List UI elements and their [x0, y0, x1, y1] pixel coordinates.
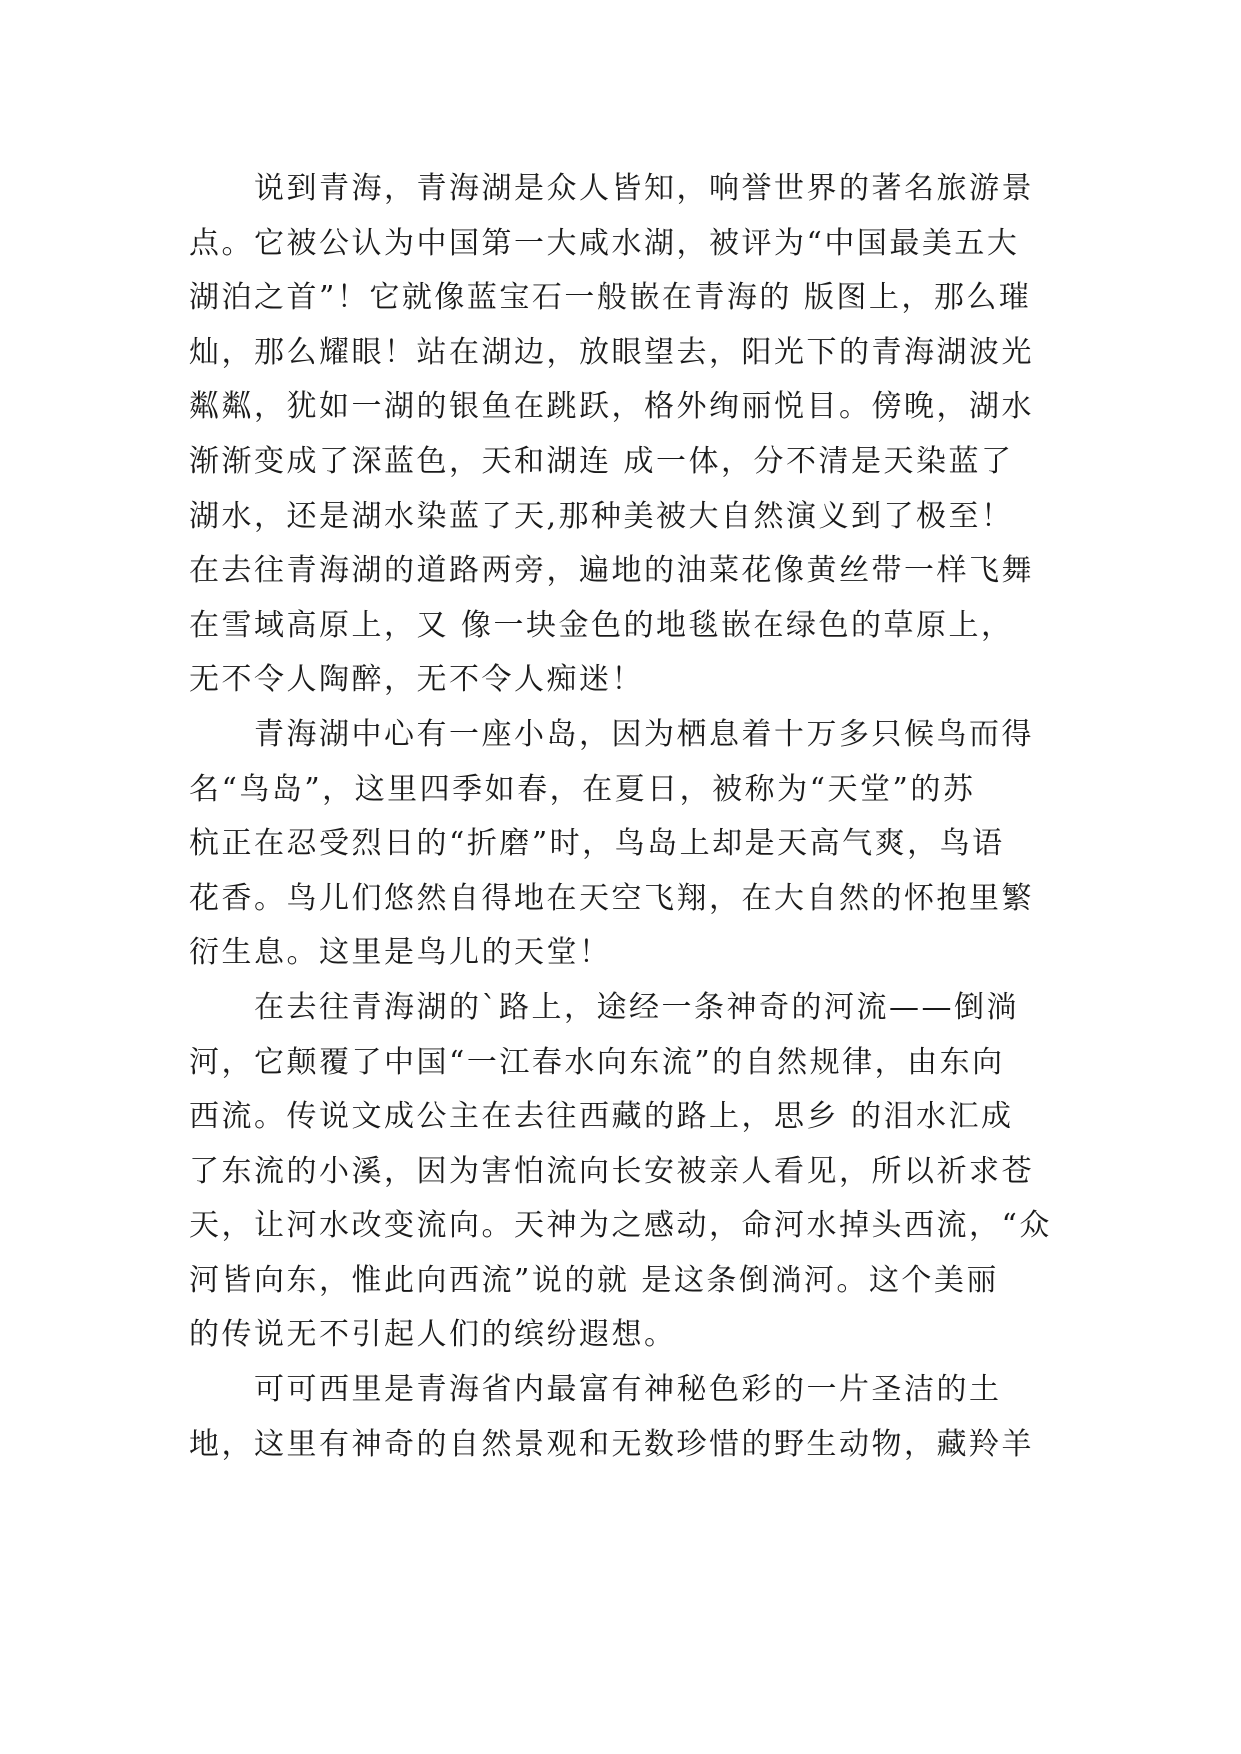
text-line: 湖水，还是湖水染蓝了天,那种美被大自然演义到了极至！ — [189, 498, 1014, 534]
text-line: 可可西里是青海省内最富有神秘色彩的一片圣洁的土 — [189, 1372, 1002, 1408]
paragraph-4 — [189, 1363, 1059, 1472]
text-line: 河，它颠覆了中国“一江春水向东流”的自然规律，由东向 — [189, 1044, 1005, 1080]
text-line: 点。它被公认为中国第一大咸水湖，被评为“中国最美五大 — [189, 225, 1020, 261]
text-line: 灿，那么耀眼！站在湖边，放眼望去，阳光下的青海湖波光 — [189, 334, 1034, 370]
text-line: 了东流的小溪，因为害怕流向长安被亲人看见，所以祈求苍 — [189, 1153, 1034, 1189]
text-line: 地，这里有神奇的自然景观和无数珍惜的野生动物，藏羚羊 — [189, 1426, 1034, 1462]
paragraph-3 — [189, 981, 1059, 1363]
text-line: 的传说无不引起人们的缤纷遐想。 — [189, 1317, 677, 1353]
text-line: 花香。鸟儿们悠然自得地在天空飞翔，在大自然的怀抱里繁 — [189, 880, 1034, 916]
text-line: 说到青海，青海湖是众人皆知，响誉世界的著名旅游景 — [189, 171, 1034, 206]
text-line: 西流。传说文成公主在去往西藏的路上，思乡 的泪水汇成 — [189, 1099, 1014, 1135]
text-line: 渐渐变成了深蓝色，天和湖连 成一体，分不清是天染蓝了 — [189, 443, 1014, 479]
text-line: 在雪域高原上，又 像一块金色的地毯嵌在绿色的草原上， — [189, 607, 1014, 643]
document-body — [189, 162, 1059, 1472]
text-line: 粼粼，犹如一湖的银鱼在跳跃，格外绚丽悦目。傍晚，湖水 — [189, 389, 1034, 425]
text-line: 在去往青海湖的道路两旁，遍地的油菜花像黄丝带一样飞舞 — [189, 553, 1034, 589]
text-line: 无不令人陶醉，无不令人痴迷！ — [189, 662, 644, 698]
text-line: 杭正在忍受烈日的“折磨”时，鸟岛上却是天高气爽，鸟语 — [189, 826, 1005, 862]
text-line: 天，让河水改变流向。天神为之感动，命河水掉头西流，“众 — [189, 1208, 1052, 1244]
paragraph-1 — [189, 162, 1059, 708]
text-line: 青海湖中心有一座小岛，因为栖息着十万多只候鸟而得 — [189, 716, 1034, 752]
text-line: 在去往青海湖的`路上，途经一条神奇的河流——倒淌 — [189, 989, 1019, 1025]
text-line: 衍生息。这里是鸟儿的天堂！ — [189, 935, 612, 971]
text-line: 河皆向东，惟此向西流”说的就 是这条倒淌河。这个美丽 — [189, 1262, 999, 1298]
text-line: 湖泊之首”！它就像蓝宝石一般嵌在青海的 版图上，那么璀 — [189, 280, 1032, 316]
paragraph-2 — [189, 708, 1059, 981]
text-line: 名“鸟岛”，这里四季如春，在夏日，被称为“天堂”的苏 — [189, 771, 976, 807]
